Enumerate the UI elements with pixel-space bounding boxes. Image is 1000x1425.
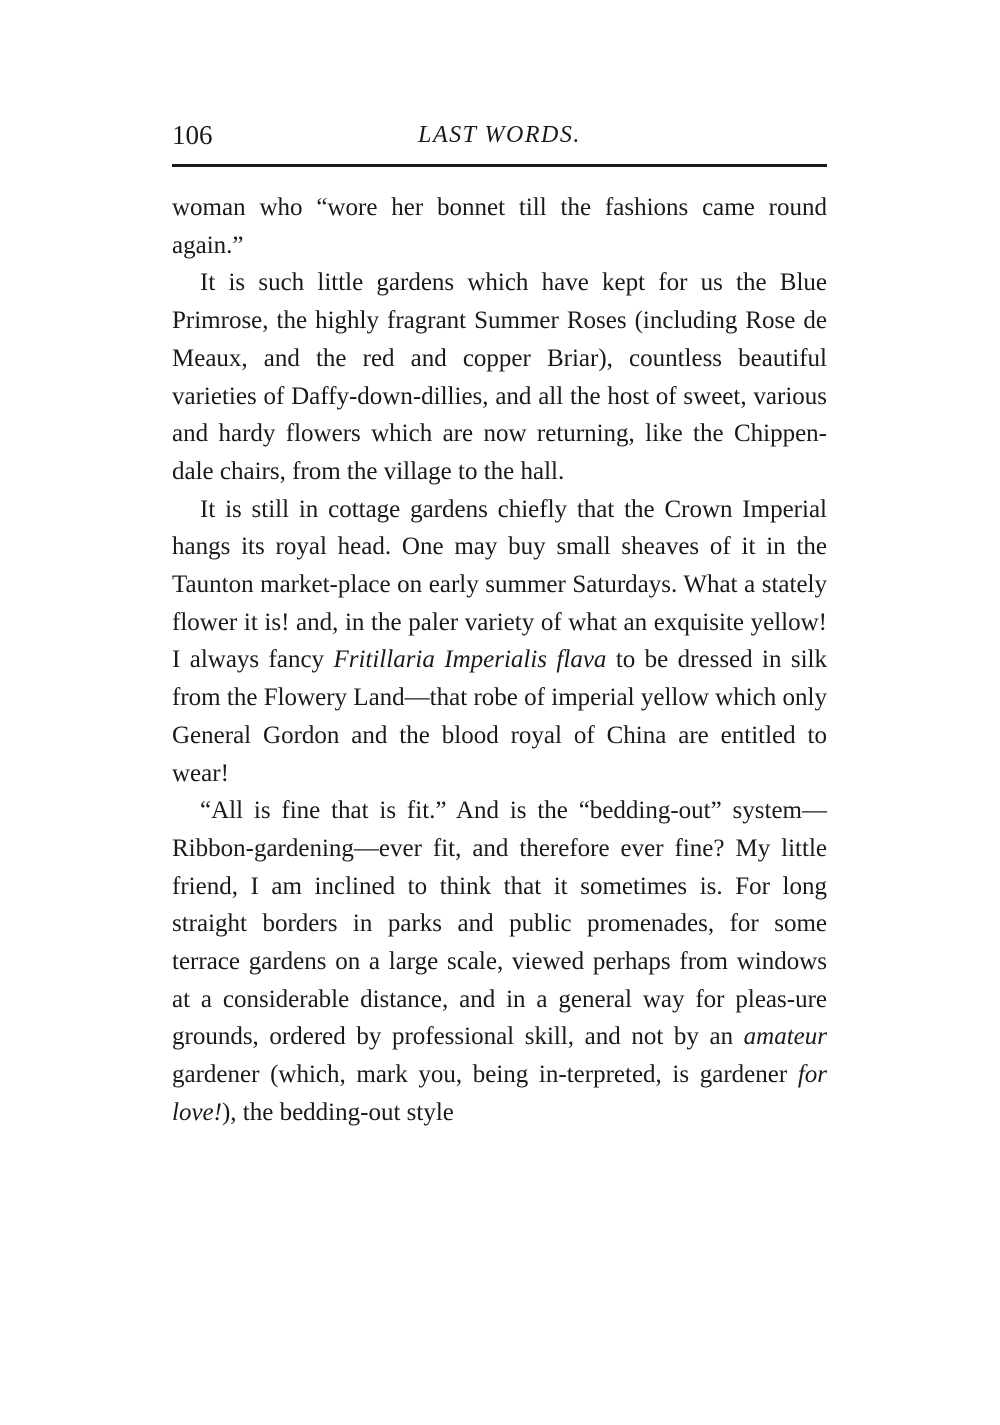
italic-for-love: for love!: [172, 1061, 827, 1126]
paragraph-text: to be dressed in silk from the Flowery Land—that robe of imperial yellow which only General Gordon and the blood royal of China are entitled to wear!: [172, 646, 828, 787]
paragraph-little-gardens: [172, 264, 827, 490]
italic-botanical-name: Fritillaria Imperialis flava: [333, 646, 607, 674]
running-title: LAST WORDS.: [418, 122, 581, 148]
header-rule: [172, 164, 827, 167]
paragraph-continuation: [172, 189, 827, 264]
paragraph-crown-imperial: [172, 491, 827, 793]
paragraph-text: woman who “wore her bonnet till the fashions came round again.”: [172, 194, 827, 259]
page-header: [172, 118, 827, 158]
paragraph-text: It is still in cottage gardens chiefly that the Crown Imperial hangs its royal head. One may buy small sheaves of it in the Taunton market-place on early summer Saturdays. What a stately flower it is! and, in the paler variety of what an exquisite yellow! I always fancy: [172, 495, 827, 674]
paragraph-text: ), the bedding-out style: [221, 1098, 454, 1126]
paragraph-bedding-out: [172, 792, 827, 1131]
body-text: [172, 189, 827, 1132]
page-number: 106: [172, 120, 213, 150]
italic-amateur: amateur: [743, 1023, 827, 1051]
paragraph-text: It is such little gardens which have kept for us the Blue Primrose, the highly fragrant Summer Roses (including Rose de Meaux, and the red and copper Briar), countless beautiful varieties of Daffy-down-dillies, and all the host of sweet, various and hardy flowers which are now returning, like the Chippen-dale chairs, from the village to the hall.: [172, 269, 827, 485]
paragraph-text: “All is fine that is fit.” And is the “bedding-out” system—Ribbon-gardening—ever fit, and therefore ever fine? My little friend, I am inclined to think that it sometimes is. For long straight borders in parks and public promenades, for some terrace gardens on a large scale, viewed perhaps from windows at a considerable distance, and in a general way for pleas-ure grounds, ordered by professional skill, and not by an: [172, 797, 827, 1051]
paragraph-text: gardener (which, mark you, being in-terpreted, is gardener: [172, 1061, 798, 1089]
